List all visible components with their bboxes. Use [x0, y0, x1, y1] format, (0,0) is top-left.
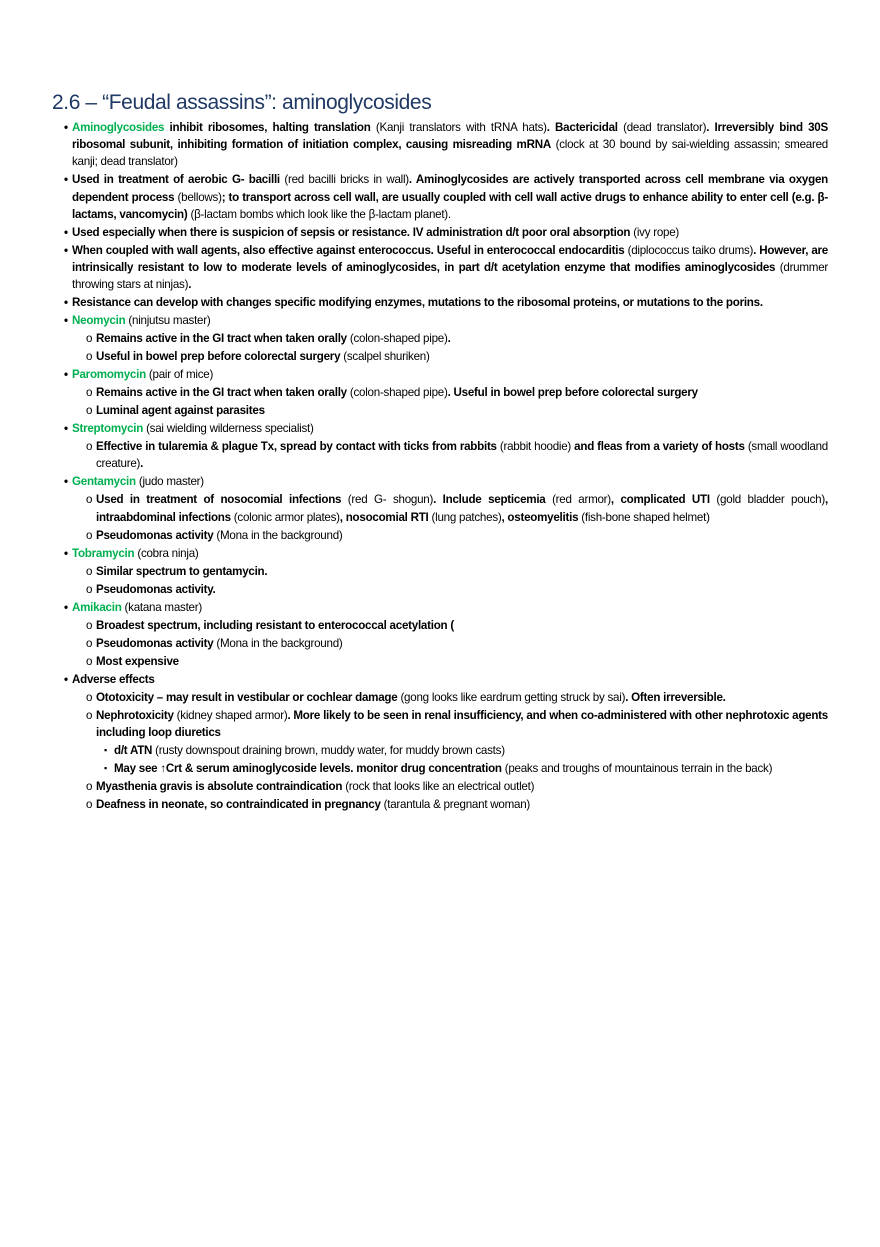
bullet-icon: • [64, 314, 68, 328]
key-fact: Remains active in the GI tract when taken orally [96, 386, 347, 400]
mnemonic-note: (dead translator) [617, 121, 707, 134]
list-item-level-1 [64, 545, 828, 562]
mnemonic-note: (scalpel shuriken) [340, 350, 430, 364]
mnemonic-note: (small woodland creature) [96, 440, 828, 471]
key-fact: . Often irreversible. [625, 690, 726, 704]
square-bullet-icon: ▪ [104, 762, 107, 773]
drug-name: Gentamycin [72, 475, 136, 489]
mnemonic-note: (Kanji translators with tRNA hats) [370, 121, 547, 134]
key-fact: Used in treatment of nosocomial infections [96, 493, 342, 507]
mnemonic-note: (clock at 30 bound by sai-wielding assassin; smeared kanji; dead translator) [72, 138, 828, 169]
square-bullet-icon: ▪ [104, 744, 107, 755]
list-item-level-1 [64, 119, 828, 171]
drug-name: Paromomycin [72, 368, 146, 382]
key-fact: Effective in tularemia & plague Tx, spread by contact with ticks from rabbits [96, 440, 497, 454]
bullet-list [0, 119, 880, 814]
key-fact: Used in treatment of aerobic G- bacilli [72, 173, 280, 187]
mnemonic-note: (colon-shaped pipe) [346, 386, 448, 400]
circle-bullet-icon: o [86, 386, 93, 400]
key-fact: Pseudomonas activity. [96, 582, 216, 596]
section-heading: 2.6 – “Feudal assassins”: aminoglycosides [52, 91, 432, 114]
list-item-level-2 [86, 778, 828, 795]
key-fact: , intraabdominal infections [96, 493, 828, 524]
list-item-level-2 [86, 348, 828, 365]
circle-bullet-icon: o [86, 440, 93, 454]
mnemonic-note: (red bacilli bricks in wall) [279, 173, 409, 187]
key-fact: . More likely to be seen in renal insufficiency, and when co-administered with other nephrotoxic agents including loop diuretics [96, 708, 828, 739]
mnemonic-note: (Mona in the background) [213, 528, 343, 542]
drug-name: Tobramycin [72, 546, 135, 560]
bullet-icon: • [64, 121, 68, 134]
list-item-level-2 [86, 491, 828, 525]
mnemonic-note: (rabbit hoodie) [496, 440, 572, 454]
bullet-icon: • [64, 173, 68, 187]
key-fact: Used especially when there is suspicion of sepsis or resistance. IV administration d/t poor oral absorption [72, 225, 631, 239]
list-item-level-2 [86, 563, 828, 580]
bullet-icon: • [64, 600, 68, 614]
mnemonic-note: (ninjutsu master) [125, 314, 211, 328]
list-item-level-1 [64, 473, 828, 490]
key-fact: Ototoxicity – may result in vestibular or cochlear damage [96, 690, 398, 704]
key-fact: Deafness in neonate, so contraindicated in pregnancy [96, 797, 381, 811]
mnemonic-note: (fish-bone shaped helmet) [578, 510, 710, 524]
key-fact: , nosocomial RTI [339, 510, 429, 524]
mnemonic-note: (gold bladder pouch) [709, 493, 825, 507]
circle-bullet-icon: o [86, 582, 93, 596]
mnemonic-note: (drummer throwing stars at ninjas) [72, 261, 828, 292]
mnemonic-note: (bellows) [174, 190, 222, 204]
key-fact: When coupled with wall agents, also effective against enterococcus. Useful in enterococcal endocarditis [72, 243, 625, 257]
list-item-level-2 [86, 402, 828, 419]
list-item-level-3 [104, 760, 828, 777]
key-fact: inhibit ribosomes, halting translation [164, 121, 371, 134]
bullet-icon: • [64, 225, 68, 239]
bullet-icon: • [64, 243, 68, 257]
key-fact: . Useful in bowel prep before colorectal surgery [447, 386, 698, 400]
key-fact: ; to transport across cell wall, are usually coupled with cell wall active drugs to enhance ability to enter cell (e.g. β-lactams, vancomycin) [72, 190, 828, 221]
key-fact: . Irreversibly bind 30S ribosomal subunit, inhibiting formation of initiation complex, causing misreading mRNA [72, 121, 828, 152]
list-item-level-1 [64, 671, 828, 688]
bullet-icon: • [64, 672, 68, 686]
list-item-level-1 [64, 224, 828, 241]
key-fact: Pseudomonas activity [96, 636, 214, 650]
bullet-icon: • [64, 546, 68, 560]
key-fact: Luminal agent against parasites [96, 404, 265, 418]
key-fact: May see ↑Crt & serum aminoglycoside levels. monitor drug concentration [114, 761, 502, 775]
list-item-level-2 [86, 707, 828, 741]
mnemonic-note: (colon-shaped pipe) [346, 332, 448, 346]
bullet-icon: • [64, 475, 68, 489]
circle-bullet-icon: o [86, 636, 93, 650]
drug-name: Neomycin [72, 314, 126, 328]
mnemonic-note: (katana master) [121, 600, 202, 614]
drug-name: Streptomycin [72, 422, 144, 436]
key-fact: . Aminoglycosides are actively transported across cell membrane via oxygen dependent process [72, 173, 828, 204]
list-item-level-1 [64, 294, 828, 311]
circle-bullet-icon: o [86, 528, 93, 542]
key-fact: Nephrotoxicity [96, 708, 174, 722]
key-fact: Useful in bowel prep before colorectal surgery [96, 350, 341, 364]
circle-bullet-icon: o [86, 564, 93, 578]
circle-bullet-icon: o [86, 654, 93, 668]
mnemonic-note: (Mona in the background) [213, 636, 343, 650]
list-item-level-3 [104, 742, 828, 759]
mnemonic-note: (cobra ninja) [134, 546, 199, 560]
drug-name: Aminoglycosides [72, 121, 165, 134]
bullet-icon: • [64, 368, 68, 382]
circle-bullet-icon: o [86, 690, 93, 704]
list-item-level-2 [86, 689, 828, 706]
list-item-level-1 [64, 599, 828, 616]
list-item-level-1 [64, 420, 828, 437]
mnemonic-note: (lung patches) [428, 510, 502, 524]
key-fact: Similar spectrum to gentamycin. [96, 564, 268, 578]
mnemonic-note: (pair of mice) [145, 368, 214, 382]
list-item-level-2 [86, 527, 828, 544]
mnemonic-note: (judo master) [135, 475, 204, 489]
list-item-level-2 [86, 635, 828, 652]
bullet-icon: • [64, 422, 68, 436]
key-fact: . [188, 278, 192, 292]
key-fact: . Bactericidal [546, 121, 618, 134]
list-item-level-2 [86, 581, 828, 598]
circle-bullet-icon: o [86, 797, 93, 811]
circle-bullet-icon: o [86, 404, 93, 418]
list-item-level-1 [64, 171, 828, 223]
key-fact: Adverse effects [72, 672, 155, 686]
key-fact: . [447, 332, 451, 346]
key-fact: . [140, 457, 144, 471]
list-item-level-1 [64, 242, 829, 294]
circle-bullet-icon: o [86, 708, 93, 722]
mnemonic-note: (β-lactam bombs which look like the β-lactam planet). [187, 207, 451, 221]
circle-bullet-icon: o [86, 618, 93, 632]
mnemonic-note: (kidney shaped armor) [173, 708, 288, 722]
mnemonic-note: (rock that looks like an electrical outlet) [342, 779, 535, 793]
list-item-level-1 [64, 366, 828, 383]
key-fact: Pseudomonas activity [96, 528, 214, 542]
circle-bullet-icon: o [86, 350, 93, 364]
key-fact: Myasthenia gravis is absolute contraindication [96, 779, 343, 793]
mnemonic-note: (red armor) [545, 493, 611, 507]
key-fact: , complicated UTI [610, 493, 710, 507]
key-fact: d/t ATN [114, 743, 153, 757]
key-fact: Broadest spectrum, including resistant to enterococcal acetylation ( [96, 618, 454, 632]
key-fact: . However, are intrinsically resistant to low to moderate levels of aminoglycosides, in part d/t acetylation enzyme that modifies aminoglycosides [72, 243, 829, 275]
mnemonic-note: (sai wielding wilderness specialist) [143, 422, 314, 436]
list-item-level-2 [86, 438, 828, 472]
key-fact: and fleas from a variety of hosts [571, 440, 745, 454]
bullet-icon: • [64, 296, 68, 310]
mnemonic-note: (colonic armor plates) [230, 510, 340, 524]
circle-bullet-icon: o [86, 779, 93, 793]
mnemonic-note: (red G- shogun) [341, 493, 434, 507]
mnemonic-note: (peaks and troughs of mountainous terrain in the back) [501, 761, 773, 775]
key-fact: , osteomyelitis [501, 510, 579, 524]
circle-bullet-icon: o [86, 493, 93, 507]
mnemonic-note: (gong looks like eardrum getting struck by sai) [397, 690, 626, 704]
key-fact: Most expensive [96, 654, 179, 668]
key-fact: Resistance can develop with changes specific modifying enzymes, mutations to the ribosomal proteins, or mutations to the porins. [72, 296, 763, 310]
mnemonic-note: (tarantula & pregnant woman) [380, 797, 531, 811]
list-item-level-2 [86, 796, 828, 813]
list-item-level-2 [86, 384, 828, 401]
list-item-level-2 [86, 330, 828, 347]
list-item-level-2 [86, 653, 828, 670]
drug-name: Amikacin [72, 600, 122, 614]
mnemonic-note: (ivy rope) [630, 225, 680, 239]
circle-bullet-icon: o [86, 332, 93, 346]
mnemonic-note: (rusty downspout draining brown, muddy water, for muddy brown casts) [152, 743, 505, 757]
list-item-level-1 [64, 312, 828, 329]
key-fact: . Include septicemia [433, 493, 546, 507]
list-item-level-2 [86, 617, 828, 634]
key-fact: Remains active in the GI tract when taken orally [96, 332, 347, 346]
mnemonic-note: (diplococcus taiko drums) [624, 243, 754, 257]
